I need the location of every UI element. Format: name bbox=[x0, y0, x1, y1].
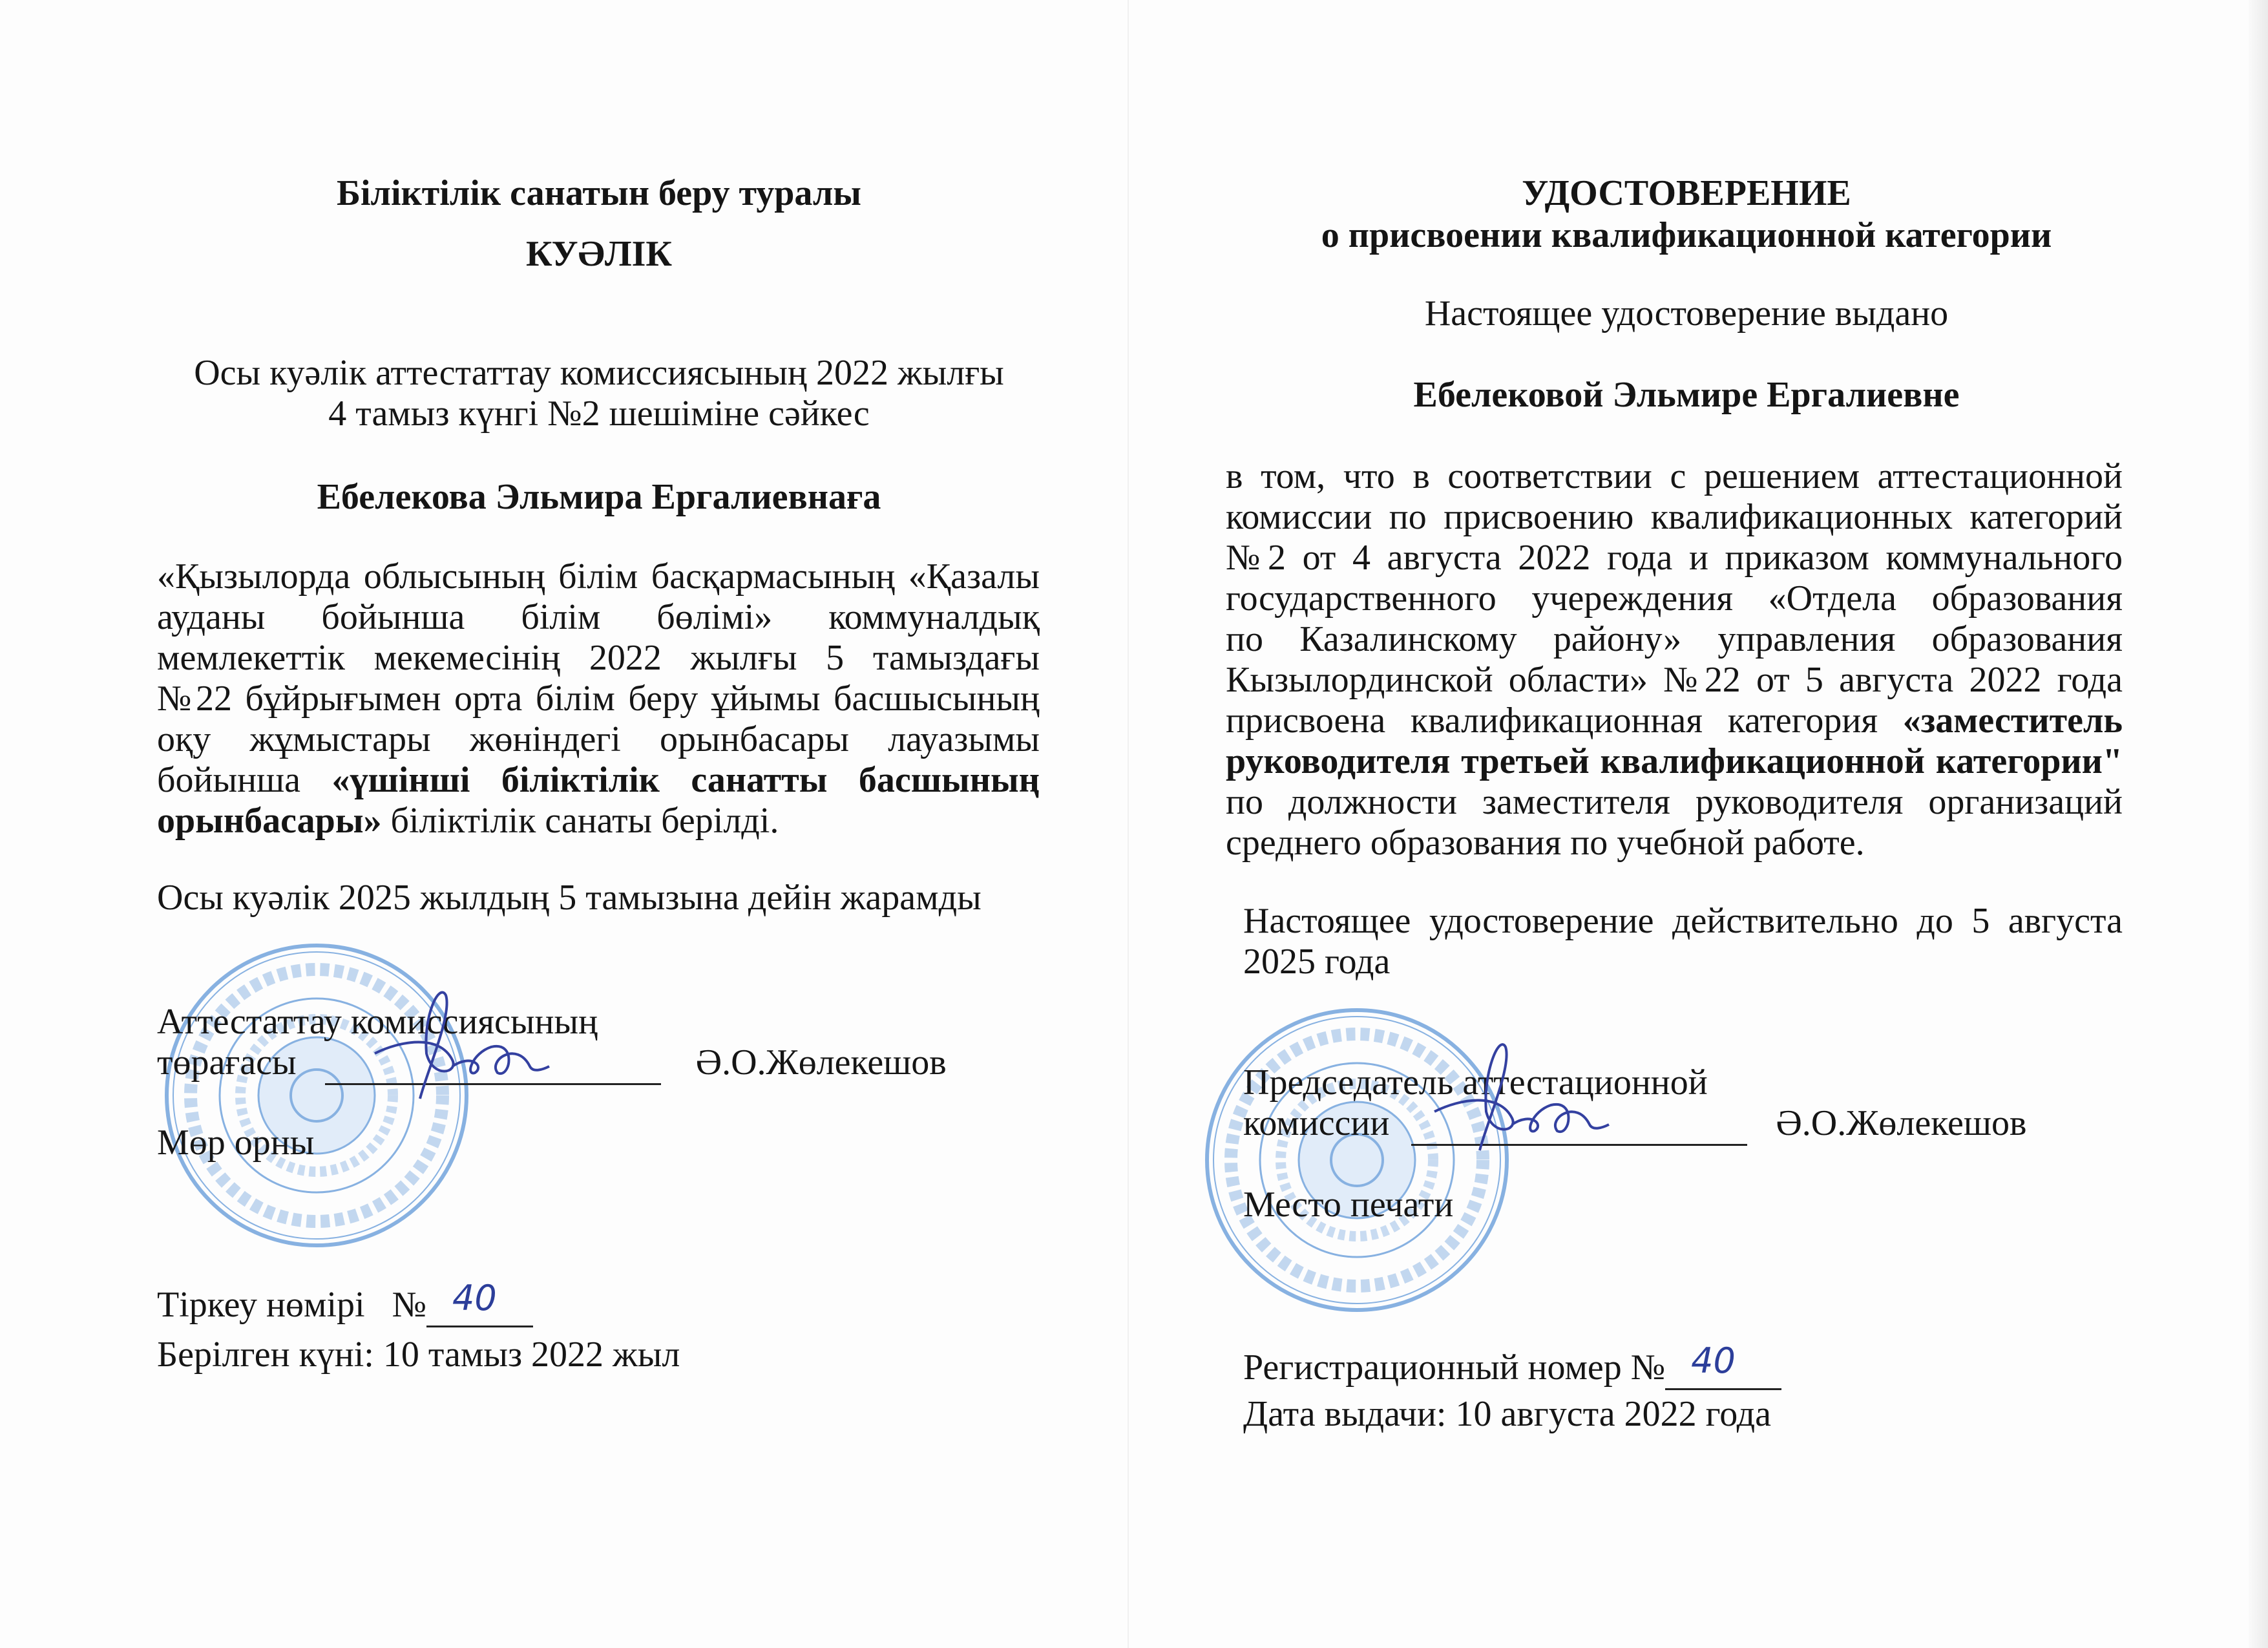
text: Настоящее удостоверение действительно до 5 августа bbox=[1243, 901, 2123, 941]
text: в том, что в соответствии с решением аттестационной bbox=[1226, 456, 2123, 496]
ru-chair-line2 bbox=[1243, 1103, 2026, 1146]
ru-validity bbox=[1243, 901, 2123, 982]
text: по должности заместителя руководителя организаций bbox=[1226, 782, 2123, 822]
ru-seal-place: Место печати bbox=[1243, 1185, 1454, 1225]
text-line bbox=[157, 597, 1040, 638]
text-line bbox=[1226, 619, 2123, 660]
kz-chair-line1: Аттестаттау комиссиясының bbox=[157, 1002, 598, 1042]
text-line bbox=[157, 556, 1040, 597]
ru-reg-label: Регистрационный номер № bbox=[1243, 1347, 1666, 1388]
kz-intro-line1: Осы куәлік аттестаттау комиссиясының 2022 жылғы bbox=[194, 353, 1004, 393]
text: присвоена квалификационная категория bbox=[1226, 701, 1903, 741]
text: №22 бұйрығымен орта білім беру ұйымы басшысының bbox=[157, 679, 1040, 719]
kz-reg-number: 40 bbox=[452, 1278, 497, 1318]
ru-registration bbox=[1243, 1340, 1781, 1390]
kz-title: Біліктілік санатын беру туралы bbox=[336, 173, 862, 213]
kz-subtitle: КУӘЛІК bbox=[525, 234, 673, 274]
ru-reg-number: 40 bbox=[1691, 1340, 1736, 1381]
kz-handwritten-signature bbox=[362, 976, 556, 1105]
text: комиссии по присвоению квалификационных категорий bbox=[1226, 497, 2123, 537]
kz-registration bbox=[157, 1278, 533, 1327]
ru-handwritten-signature bbox=[1422, 1028, 1615, 1157]
text: ауданы бойынша білім бөлімі» коммуналдық bbox=[157, 597, 1040, 637]
text: «Қызылорда облысының білім басқармасының «Қазалы bbox=[157, 556, 1040, 597]
ru-signer-name: Ә.О.Жөлекешов bbox=[1776, 1103, 2027, 1143]
bold-text: руководителя третьей квалификационной категории" bbox=[1226, 741, 2123, 781]
kz-issue-date: Берілген күні: 10 тамыз 2022 жыл bbox=[157, 1335, 680, 1375]
kz-recipient-name: Ебелекова Эльмира Ергалиевнаға bbox=[317, 477, 881, 517]
scan-edge bbox=[2249, 0, 2268, 1648]
bold-text: орынбасары» bbox=[157, 801, 382, 841]
bold-text: «заместитель bbox=[1902, 701, 2123, 741]
text-line bbox=[1226, 741, 2123, 782]
ru-issued-to: Настоящее удостоверение выдано bbox=[1424, 293, 1949, 333]
kz-seal-place: Мөр орны bbox=[157, 1123, 315, 1163]
text-line bbox=[1226, 497, 2123, 538]
ru-title: УДОСТОВЕРЕНИЕ bbox=[1522, 173, 1851, 213]
kz-reg-label: Тіркеу нөмірі № bbox=[157, 1285, 426, 1325]
text-line bbox=[1226, 660, 2123, 701]
ru-recipient-name: Ебелековой Эльмире Ергалиевне bbox=[1413, 375, 1960, 415]
text: оқу жұмыстары жөніндегі орынбасары лауазымы bbox=[157, 719, 1040, 759]
text-line bbox=[1226, 823, 2123, 863]
kz-reg-line bbox=[426, 1278, 533, 1327]
kz-chair-label: төрағасы bbox=[157, 1042, 297, 1083]
ru-reg-line bbox=[1665, 1340, 1781, 1390]
text: среднего образования по учебной работе. bbox=[1226, 823, 1865, 863]
kz-signer-name: Ә.О.Жөлекешов bbox=[695, 1042, 947, 1083]
text: Кызылординской области» №22 от 5 августа 2022 года bbox=[1226, 660, 2123, 700]
ru-chair-label: комиссии bbox=[1243, 1103, 1390, 1143]
text-line bbox=[1226, 578, 2123, 619]
text-line bbox=[1243, 942, 2123, 982]
text: по Казалинскому району» управления образования bbox=[1226, 619, 2123, 659]
page-fold bbox=[1128, 0, 1129, 1648]
text-line bbox=[157, 679, 1040, 719]
bold-text: «үшінші біліктілік санатты басшының bbox=[331, 760, 1040, 800]
ru-subtitle: о присвоении квалификационной категории bbox=[1321, 215, 2052, 255]
ru-chair-line1: Председатель аттестационной bbox=[1243, 1062, 1708, 1103]
kz-intro-line2: 4 тамыз күнгі №2 шешіміне сәйкес bbox=[328, 394, 870, 434]
text-line bbox=[157, 719, 1040, 760]
text-line bbox=[1226, 782, 2123, 823]
text-line bbox=[157, 801, 1040, 841]
text: 2025 года bbox=[1243, 942, 1391, 982]
text-line bbox=[1226, 538, 2123, 578]
text-line bbox=[157, 760, 1040, 801]
text: біліктілік санаты берілді. bbox=[381, 801, 779, 841]
text-line bbox=[1226, 456, 2123, 497]
text-line bbox=[1226, 701, 2123, 741]
text-line bbox=[157, 638, 1040, 679]
text: мемлекеттік мекемесінің 2022 жылғы 5 тамыздағы bbox=[157, 638, 1040, 678]
text: бойынша bbox=[157, 760, 332, 800]
ru-issue-date: Дата выдачи: 10 августа 2022 года bbox=[1243, 1394, 1771, 1434]
ru-body-paragraph bbox=[1226, 456, 2123, 863]
text-line bbox=[1243, 901, 2123, 942]
text: №2 от 4 августа 2022 года и приказом коммунального bbox=[1226, 538, 2123, 578]
kz-validity: Осы куәлік 2025 жылдың 5 тамызына дейін жарамды bbox=[157, 878, 982, 918]
text: государственного учереждения «Отдела образования bbox=[1226, 578, 2123, 618]
kz-body-paragraph bbox=[157, 556, 1040, 841]
